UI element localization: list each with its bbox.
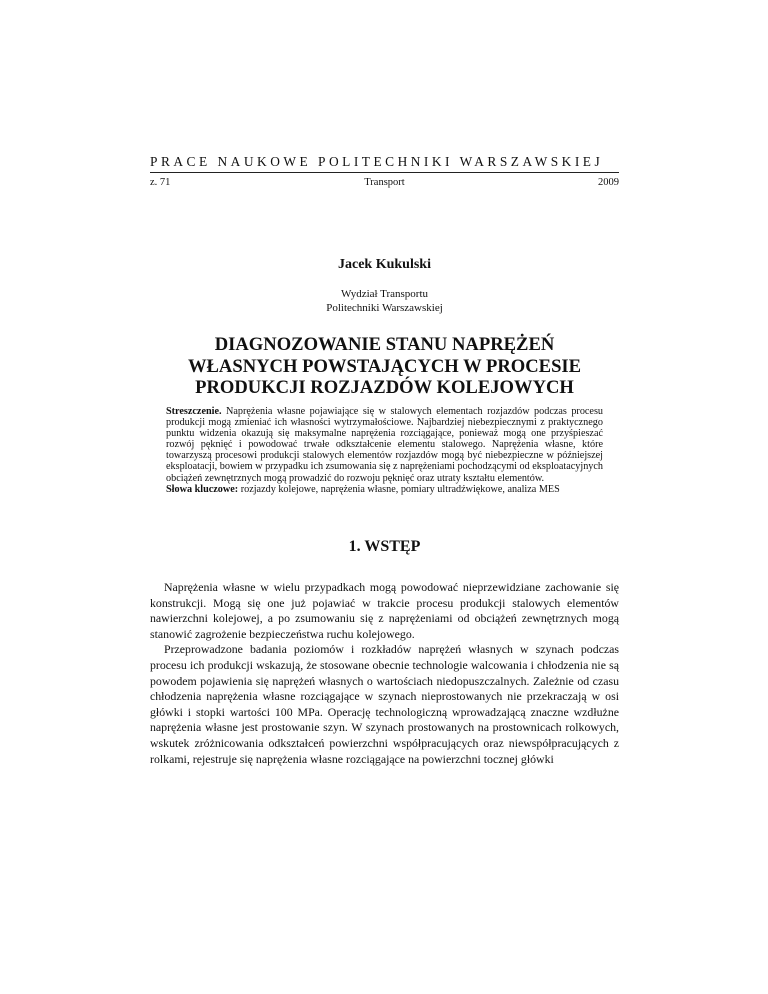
journal-section: Transport <box>364 177 405 188</box>
volume-number: z. 71 <box>150 177 171 188</box>
title-line-2: WŁASNYCH POWSTAJĄCYCH W PROCESIE <box>187 355 582 377</box>
abstract-text: Naprężenia własne pojawiające się w stalowych elementach rozjazdów podczas procesu produkcji mogą zmieniać ich własności wytrzymałościowe. Najbardziej niebezpiecznymi z praktycznego punktu widzenia okazują się maksymalne naprężenia rozciągające, ponieważ mogą one przyśpieszać rozwój pęknięć i powodować trwałe odkształcenie elementu stalowego. Naprężenia własne, które towarzyszą procesowi produkcji stalowych elementów rozjazdów mogą być niebezpieczne w późniejszej eksploatacji, bowiem w przypadku ich zsumowania się z naprężeniami pochodzącymi od eksploatacyjnych obciążeń zewnętrznych mogą prowadzić do rozwoju pęknięć oraz utraty kształtu elementów. <box>166 406 604 484</box>
paper-title <box>150 334 619 399</box>
author-name: Jacek Kukulski <box>338 257 431 272</box>
publication-year: 2009 <box>598 177 619 188</box>
keywords-label: Słowa kluczowe: <box>166 484 239 495</box>
keywords-text: rozjazdy kolejowe, naprężenia własne, pomiary ultradźwiękowe, analiza MES <box>238 484 560 495</box>
running-header <box>150 177 619 191</box>
abstract <box>166 406 603 484</box>
title-line-1: DIAGNOZOWANIE STANU NAPRĘŻEŃ <box>214 334 555 355</box>
abstract-label: Streszczenie. <box>166 406 222 417</box>
paragraph-1: Naprężenia własne w wielu przypadkach mogą powodować nieprzewidziane zachowanie się konstrukcji. Mogą się one już pojawiać w trakcie procesu produkcji stalowych elementów nawierzchni kolejowej, a po zsumowaniu się z naprężeniami od obciążeń zewnętrznych mogą stanowić zagrożenie bezpieczeństwa ruchu kolejowego. <box>150 580 619 641</box>
keywords <box>166 484 603 495</box>
section-heading: 1. WSTĘP <box>348 538 421 555</box>
body-text <box>150 580 619 767</box>
affiliation-line-2: Politechniki Warszawskiej <box>326 301 443 314</box>
header-rule <box>150 172 619 173</box>
title-line-3: PRODUKCJI ROZJAZDÓW KOLEJOWYCH <box>195 377 574 398</box>
paragraph-2: Przeprowadzone badania poziomów i rozkładów naprężeń własnych w szynach podczas procesu ich produkcji wskazują, że stosowane obecnie technologie walcowania i chłodzenia nie są powodem pojawienia się naprężeń własnych o wartościach niedopuszczalnych. Zależnie od czasu chłodzenia naprężenia własne rozciągające w szynach nieprostowanych nie przekraczają w osi główki i stopki wartości 100 MPa. Operację technologiczną wprowadzającą znaczne wzdłużne naprężenia własne jest prostowanie szyn. W szynach prostowanych na prostownicach rolkowych, wskutek zróżnicowania odkształceń powierzchni współpracujących oraz niewspółpracujących z rolkami, rejestruje się naprężenia własne rozciągające na powierzchni tocznej główki <box>150 642 619 766</box>
journal-name: PRACE NAUKOWE POLITECHNIKI WARSZAWSKIEJ <box>150 154 604 169</box>
affiliation-line-1: Wydział Transportu <box>340 288 429 300</box>
affiliation <box>150 288 619 315</box>
